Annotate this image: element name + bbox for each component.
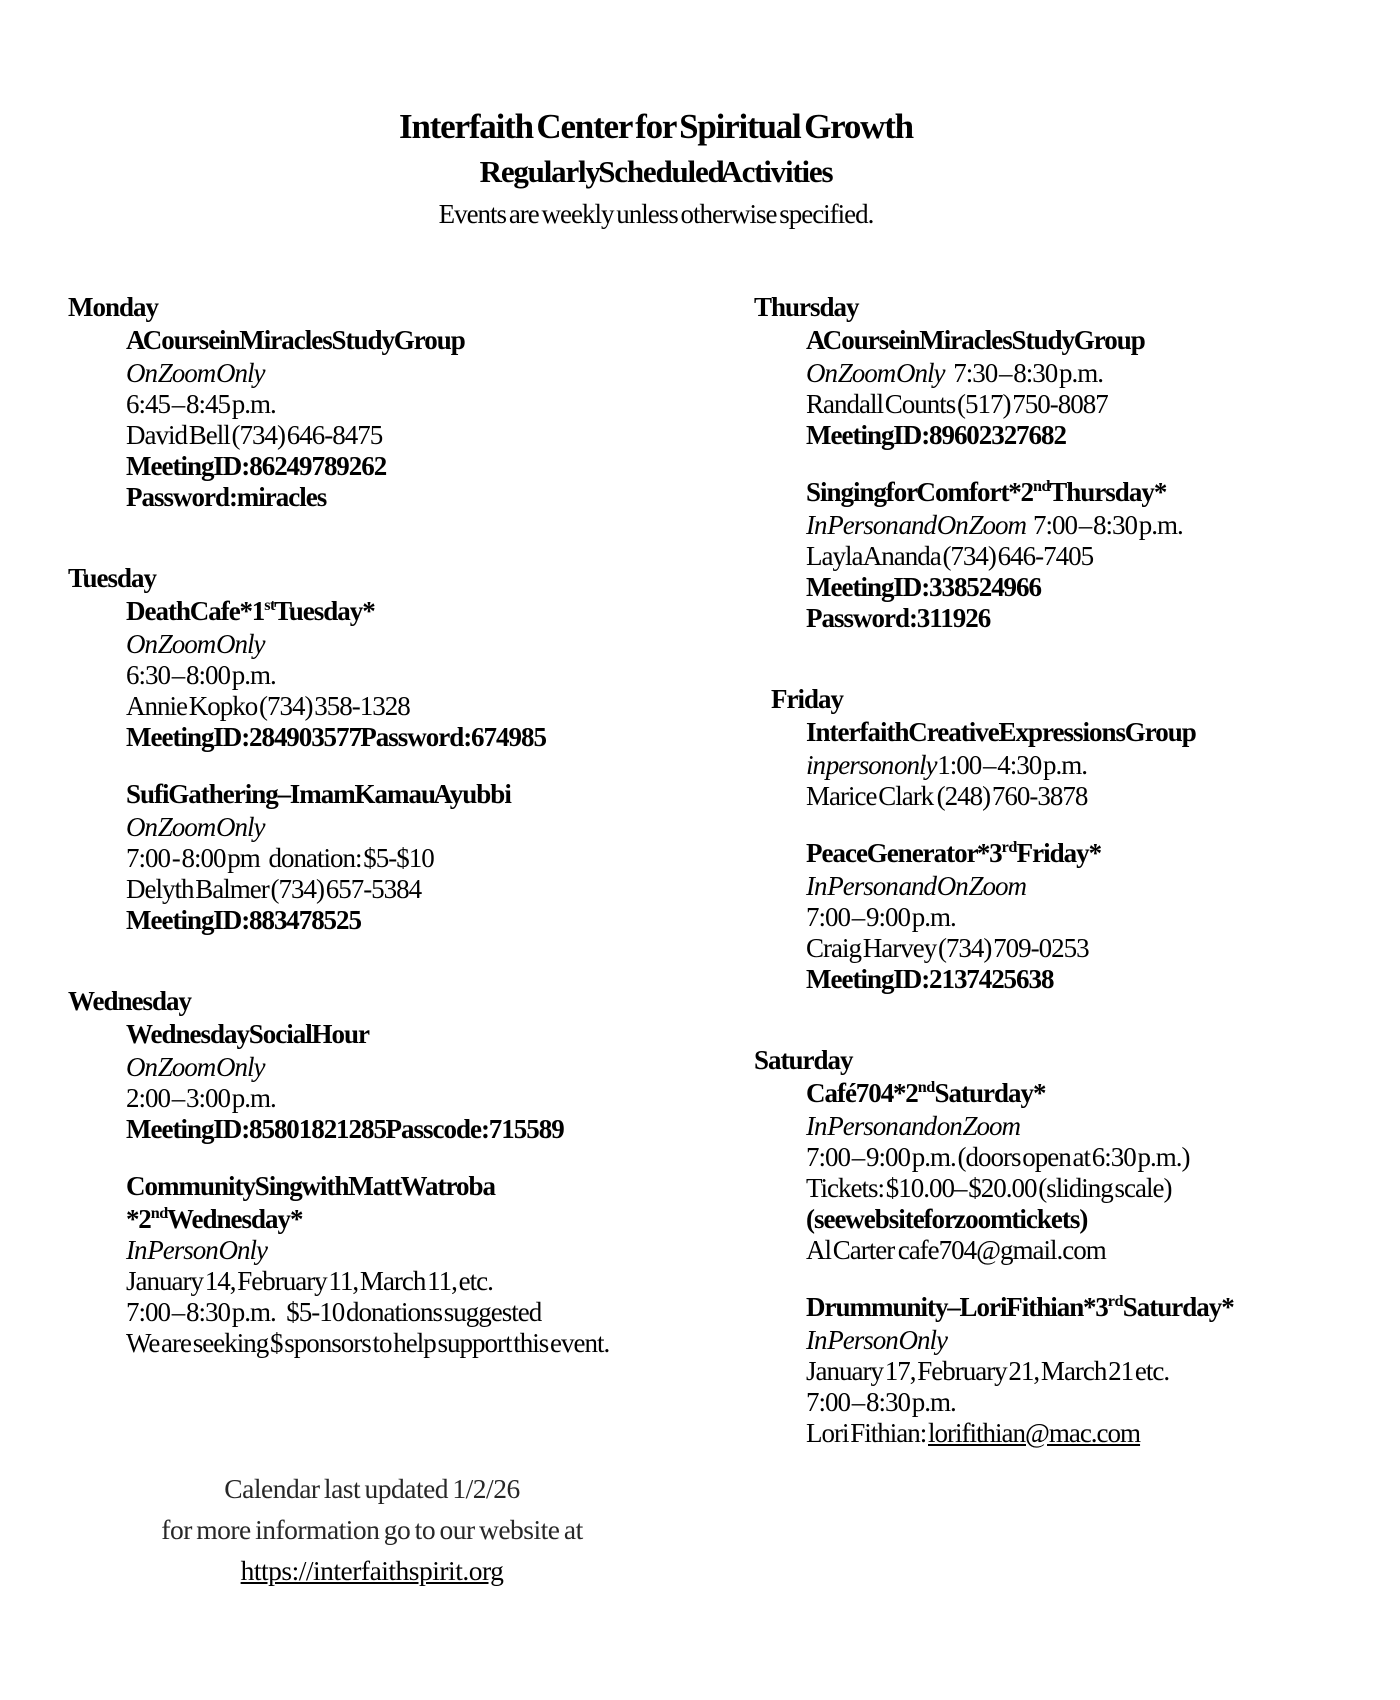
text-segment: Meeting ID: 858 0182 1285 Passcode: 715589 <box>126 1114 564 1144</box>
day-section-monday <box>68 292 698 513</box>
event-line <box>126 389 698 420</box>
event <box>126 777 698 936</box>
footer-link-row <box>72 1550 672 1591</box>
event-line <box>126 1297 698 1328</box>
text-segment: (see website for zoom tickets) <box>806 1204 1088 1234</box>
event <box>806 1076 1374 1266</box>
event-line <box>806 1142 1374 1173</box>
event-line <box>806 572 1374 603</box>
day-section-tuesday <box>68 563 698 936</box>
event-line <box>126 1114 698 1145</box>
text-segment: In Person Only <box>126 1235 267 1265</box>
event-title: Wednesday Social Hour <box>126 1019 370 1049</box>
text-segment: On Zoom Only <box>806 358 945 388</box>
text-segment: 7:00 – 9:00 p.m. <box>806 902 956 932</box>
event <box>806 1290 1374 1449</box>
event-title: Peace Generator * 3rd Friday* <box>806 838 1102 868</box>
day-section-wednesday <box>68 986 698 1359</box>
text-segment: Randall Counts (517) 750-8087 <box>806 389 1108 419</box>
event-line <box>126 812 698 843</box>
event-line <box>806 1204 1374 1235</box>
event-line <box>806 1235 1374 1266</box>
text-segment: January 14, February 11, March 11, etc. <box>126 1266 493 1296</box>
text-segment: 7:00 - 8:00 pm donation: $5-$10 <box>126 843 434 873</box>
event-line <box>806 541 1374 572</box>
event-line <box>806 389 1374 420</box>
event-line <box>806 933 1374 964</box>
day-label: Monday <box>68 292 159 322</box>
text-segment: 7:30 – 8:30 p.m. <box>944 358 1104 388</box>
event-line <box>806 510 1374 541</box>
text-segment: Meeting ID: 883 478 525 <box>126 905 361 935</box>
text-segment: Craig Harvey (734) 709-0253 <box>806 933 1089 963</box>
event-title: Sufi Gathering – Imam Kamau Ayubbi <box>126 779 511 809</box>
event-line <box>126 843 698 874</box>
text-segment: January 17, February 21, March 21 etc. <box>806 1356 1170 1386</box>
text-segment: In Person Only <box>806 1325 947 1355</box>
schedule-column-right <box>754 292 1374 1499</box>
text-segment: On Zoom Only <box>126 358 265 388</box>
day-label: Tuesday <box>68 563 157 593</box>
event-line <box>806 1325 1374 1356</box>
day-section-thursday <box>754 292 1374 634</box>
event-line <box>126 660 698 691</box>
text-segment: David Bell (734) 646-8475 <box>126 420 383 450</box>
website-link[interactable]: https://interfaithspirit.org <box>240 1555 504 1586</box>
text-segment: Layla Ananda (734) 646-7405 <box>806 541 1094 571</box>
event-line <box>806 1173 1374 1204</box>
text-segment: Password: miracles <box>126 482 327 512</box>
event-line <box>806 781 1374 812</box>
event-title: Café 704 * 2nd Saturday* <box>806 1078 1046 1108</box>
event-line <box>126 420 698 451</box>
event-line <box>126 1235 698 1266</box>
footer <box>72 1468 672 1591</box>
text-segment: We are seeking $ sponsors to help support this event. <box>126 1328 610 1358</box>
text-segment: Tickets: $10.00– $20.00 (sliding scale) <box>806 1173 1172 1203</box>
event-line <box>126 691 698 722</box>
text-segment: Meeting ID: 338 524 966 <box>806 572 1041 602</box>
event-line <box>126 1083 698 1114</box>
text-segment: Password: 311926 <box>806 603 991 633</box>
text-segment: Marice Clark (248) 760-3878 <box>806 781 1088 811</box>
page-subtitle: Regularly Scheduled Activities <box>479 154 833 189</box>
text-segment: On Zoom Only <box>126 629 265 659</box>
day-section-saturday <box>754 1045 1374 1449</box>
page-note: Events are weekly unless otherwise specified. <box>438 199 874 229</box>
event-line <box>806 1356 1374 1387</box>
text-segment: 7:00 – 8:30 p.m. $5-10 donations suggested <box>126 1297 542 1327</box>
event-title: Interfaith Creative Expressions Group <box>806 717 1196 747</box>
event-line <box>126 1204 698 1235</box>
event-title: A Course in Miracles Study Group <box>126 325 465 355</box>
event-line <box>806 964 1374 995</box>
event-title: Death Cafe * 1st Tuesday* <box>126 596 375 626</box>
footer-updated: Calendar last updated 1/2/26 <box>224 1473 520 1504</box>
event-line <box>806 1111 1374 1142</box>
day-section-friday <box>754 684 1374 995</box>
text-segment: Meeting ID: 213 742 5638 <box>806 964 1054 994</box>
event-line <box>126 629 698 660</box>
event-line <box>806 1387 1374 1418</box>
page-title: Interfaith Center for Spiritual Growth <box>399 107 913 146</box>
text-segment: in person only <box>806 750 938 780</box>
event <box>806 836 1374 995</box>
event-line <box>126 482 698 513</box>
event-line <box>126 1328 698 1359</box>
event-line <box>126 722 698 753</box>
day-label: Friday <box>771 684 843 714</box>
email-link[interactable]: lorifithian@mac.com <box>928 1418 1141 1448</box>
text-segment: 2:00 – 3:00 p.m. <box>126 1083 276 1113</box>
day-label: Wednesday <box>68 986 192 1016</box>
text-segment: 7:00 – 9:00 p.m. (doors open at 6:30 p.m.) <box>806 1142 1190 1172</box>
event <box>126 323 698 513</box>
schedule-column-left <box>68 292 698 1409</box>
event-line <box>806 902 1374 933</box>
event-line <box>806 358 1374 389</box>
text-segment: 6:45 – 8:45 p.m. <box>126 389 276 419</box>
text-segment: In Person and On Zoom <box>806 510 1026 540</box>
text-segment: In Person and On Zoom <box>806 871 1026 901</box>
event-line <box>126 451 698 482</box>
text-segment: Meeting ID: 284 903 577 Password: 674985 <box>126 722 546 752</box>
text-segment: Lori Fithian: <box>806 1418 928 1448</box>
text-segment: 1:00 – 4:30 p.m. <box>937 750 1088 780</box>
event-line <box>806 603 1374 634</box>
text-segment: Delyth Balmer (734) 657-5384 <box>126 874 422 904</box>
text-segment: Meeting ID:862 4978 9262 <box>126 451 387 481</box>
event <box>806 323 1374 451</box>
event-line <box>806 420 1374 451</box>
event <box>806 715 1374 812</box>
event-line <box>126 1052 698 1083</box>
event-line <box>126 1266 698 1297</box>
text-segment: * 2nd Wednesday* <box>126 1204 303 1234</box>
text-segment: Meeting ID: 896 0232 7682 <box>806 420 1066 450</box>
event <box>806 475 1374 634</box>
day-label: Thursday <box>754 292 859 322</box>
text-segment: On Zoom Only <box>126 812 265 842</box>
event-line <box>126 874 698 905</box>
event-title: Community Sing with Matt Watroba <box>126 1171 496 1201</box>
event-title: Singing for Comfort * 2nd Thursday* <box>806 477 1167 507</box>
event <box>126 1169 698 1359</box>
text-segment: 6:30 – 8:00 p.m. <box>126 660 276 690</box>
event-line <box>126 358 698 389</box>
text-segment: Annie Kopko (734) 358-1328 <box>126 691 410 721</box>
day-label: Saturday <box>754 1045 853 1075</box>
event-line <box>806 871 1374 902</box>
event-title: Drummunity – Lori Fithian * 3rd Saturday* <box>806 1292 1234 1322</box>
text-segment: 7:00 – 8:30 p.m. <box>806 1387 956 1417</box>
text-segment: 7:00 – 8:30 p.m. <box>1026 510 1183 540</box>
event <box>126 594 698 753</box>
footer-info: for more information go to our website at <box>161 1514 583 1545</box>
event-line <box>806 1418 1374 1449</box>
event-line <box>806 750 1374 781</box>
event-title: A Course in Miracles Study Group <box>806 325 1145 355</box>
text-segment: Al Carter cafe704@gmail.com <box>806 1235 1106 1265</box>
text-segment: On Zoom Only <box>126 1052 265 1082</box>
page-header <box>0 106 1312 231</box>
event-line <box>126 905 698 936</box>
event <box>126 1017 698 1145</box>
text-segment: In Person and on Zoom <box>806 1111 1020 1141</box>
